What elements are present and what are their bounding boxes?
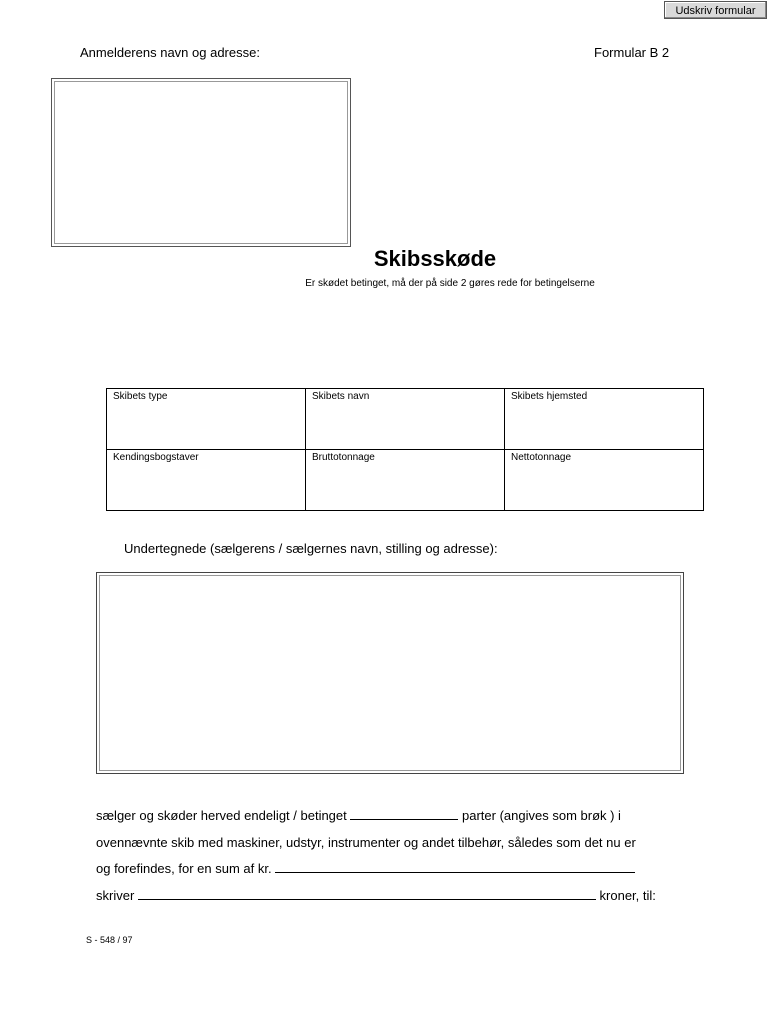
net-tonnage-label: Nettotonnage <box>511 452 572 463</box>
form-number: S - 548 / 97 <box>86 935 133 945</box>
gross-tonnage-field[interactable] <box>306 450 505 511</box>
call-sign-field[interactable] <box>107 450 306 511</box>
body-line-1-text-b: parter (angives som brøk ) i <box>462 808 621 823</box>
seller-label: Undertegnede (sælgerens / sælgernes navn, stilling og adresse): <box>124 541 498 556</box>
body-line-2: ovennævnte skib med maskiner, udstyr, instrumenter og andet tilbehør, således som det nu er <box>96 835 636 850</box>
home-port-field[interactable] <box>505 389 704 450</box>
seller-details-field[interactable] <box>96 572 684 774</box>
body-line-4 <box>96 888 656 903</box>
body-line-1 <box>96 808 621 823</box>
sender-label: Anmelderens navn og adresse: <box>80 45 260 60</box>
form-code: Formular B 2 <box>594 45 670 60</box>
net-tonnage-field[interactable] <box>505 450 704 511</box>
ship-type-field[interactable] <box>107 389 306 450</box>
body-line-4-text-b: kroner, til: <box>599 888 656 903</box>
amount-words-input-line[interactable] <box>138 888 596 900</box>
body-line-1-text-a: sælger og skøder herved endeligt / betinget <box>96 808 347 823</box>
sum-input-line[interactable] <box>275 861 635 873</box>
home-port-label: Skibets hjemsted <box>511 391 588 402</box>
ship-info-table <box>106 388 704 511</box>
gross-tonnage-label: Bruttotonnage <box>312 452 375 463</box>
ship-type-label: Skibets type <box>113 391 168 402</box>
body-line-3 <box>96 861 635 876</box>
body-line-4-text-a: skriver <box>96 888 135 903</box>
page-subtitle: Er skødet betinget, må der på side 2 gøres rede for betingelserne <box>305 278 595 289</box>
print-form-button[interactable]: Udskriv formular <box>664 1 767 19</box>
sender-address-field[interactable] <box>51 78 351 247</box>
call-sign-label: Kendingsbogstaver <box>113 452 199 463</box>
ship-name-field[interactable] <box>306 389 505 450</box>
ship-name-label: Skibets navn <box>312 391 370 402</box>
body-line-3-text: og forefindes, for en sum af kr. <box>96 861 272 876</box>
page-title: Skibsskøde <box>373 246 497 271</box>
fraction-input-line[interactable] <box>350 808 458 820</box>
